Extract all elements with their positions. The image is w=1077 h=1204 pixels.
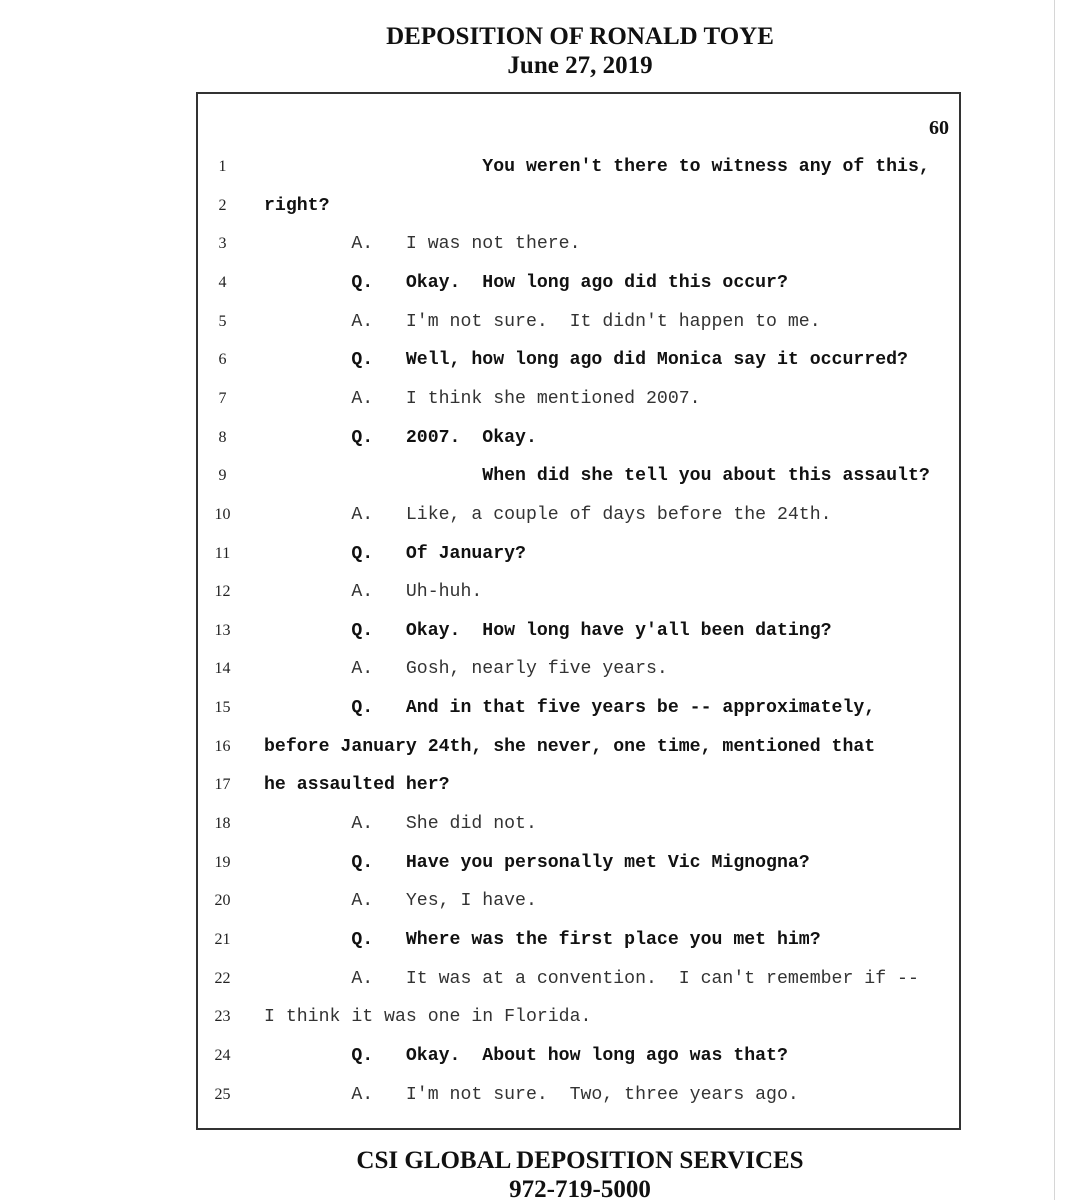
line-text: he assaulted her? <box>264 775 450 795</box>
transcript-line <box>0 889 1054 913</box>
company-name: CSI GLOBAL DEPOSITION SERVICES <box>356 1147 804 1174</box>
transcript-line <box>0 773 1054 797</box>
line-text: A. I was not there. <box>264 234 581 254</box>
transcript-line <box>0 928 1054 952</box>
line-text: Q. 2007. Okay. <box>264 428 537 448</box>
line-number: 16 <box>214 738 231 755</box>
document-header <box>0 22 1077 80</box>
line-text: A. Like, a couple of days before the 24th. <box>264 505 832 525</box>
line-text: A. It was at a convention. I can't remember if -- <box>264 969 919 989</box>
transcript-line <box>0 1044 1054 1068</box>
line-number: 14 <box>214 660 231 677</box>
line-text: A. Gosh, nearly five years. <box>264 659 668 679</box>
line-number: 4 <box>218 274 227 291</box>
transcript-line <box>0 503 1054 527</box>
transcript-line <box>0 851 1054 875</box>
line-number: 15 <box>214 699 231 716</box>
line-text: A. Uh-huh. <box>264 582 483 602</box>
line-number: 11 <box>214 545 231 562</box>
transcript-line <box>0 387 1054 411</box>
line-text: before January 24th, she never, one time, mentioned that <box>264 737 876 757</box>
line-number: 2 <box>218 197 227 214</box>
line-number: 20 <box>214 892 231 909</box>
document-footer <box>0 1146 1077 1204</box>
line-number: 3 <box>218 235 227 252</box>
line-number: 21 <box>214 931 231 948</box>
page-edge-divider <box>1054 0 1055 1200</box>
transcript-line <box>0 426 1054 450</box>
line-number: 12 <box>214 583 231 600</box>
deposition-title: DEPOSITION OF RONALD TOYE <box>386 23 774 50</box>
line-text: Q. Of January? <box>264 544 526 564</box>
line-text: You weren't there to witness any of this, <box>264 157 930 177</box>
transcript-line <box>0 348 1054 372</box>
transcript-line <box>0 310 1054 334</box>
transcript-line <box>0 619 1054 643</box>
line-number: 7 <box>218 390 227 407</box>
line-number: 9 <box>218 467 227 484</box>
line-text: Q. And in that five years be -- approximately, <box>264 698 876 718</box>
transcript-line <box>0 657 1054 681</box>
transcript-line <box>0 155 1054 179</box>
line-text: A. I'm not sure. It didn't happen to me. <box>264 312 821 332</box>
line-number: 6 <box>218 351 227 368</box>
line-number: 17 <box>214 776 231 793</box>
line-number: 24 <box>214 1047 231 1064</box>
line-text: Q. Okay. About how long ago was that? <box>264 1046 788 1066</box>
deposition-date: June 27, 2019 <box>507 52 653 79</box>
line-number: 23 <box>214 1008 231 1025</box>
transcript-line <box>0 580 1054 604</box>
line-number: 19 <box>214 854 231 871</box>
transcript-line <box>0 271 1054 295</box>
transcript-line <box>0 194 1054 218</box>
line-text: I think it was one in Florida. <box>264 1007 592 1027</box>
transcript-line <box>0 1005 1054 1029</box>
transcript-line <box>0 542 1054 566</box>
line-text: Q. Have you personally met Vic Mignogna? <box>264 853 810 873</box>
line-text: Q. Okay. How long have y'all been dating? <box>264 621 832 641</box>
transcript-line <box>0 812 1054 836</box>
transcript-line <box>0 696 1054 720</box>
line-text: right? <box>264 196 330 216</box>
line-text: A. Yes, I have. <box>264 891 537 911</box>
line-number: 25 <box>214 1086 231 1103</box>
line-text: Q. Okay. How long ago did this occur? <box>264 273 788 293</box>
line-number: 8 <box>218 429 227 446</box>
transcript-line <box>0 464 1054 488</box>
line-text: A. I'm not sure. Two, three years ago. <box>264 1085 799 1105</box>
page-number: 60 <box>929 117 949 139</box>
line-number: 10 <box>214 506 231 523</box>
line-text: When did she tell you about this assault? <box>264 466 930 486</box>
transcript-line <box>0 735 1054 759</box>
transcript-line <box>0 232 1054 256</box>
transcript-line <box>0 967 1054 991</box>
line-number: 1 <box>218 158 227 175</box>
line-number: 5 <box>218 313 227 330</box>
line-text: Q. Where was the first place you met him? <box>264 930 821 950</box>
line-text: Q. Well, how long ago did Monica say it occurred? <box>264 350 908 370</box>
line-text: A. She did not. <box>264 814 537 834</box>
company-phone: 972-719-5000 <box>509 1176 651 1203</box>
line-number: 13 <box>214 622 231 639</box>
line-number: 18 <box>214 815 231 832</box>
line-number: 22 <box>214 970 231 987</box>
transcript-line <box>0 1083 1054 1107</box>
line-text: A. I think she mentioned 2007. <box>264 389 701 409</box>
